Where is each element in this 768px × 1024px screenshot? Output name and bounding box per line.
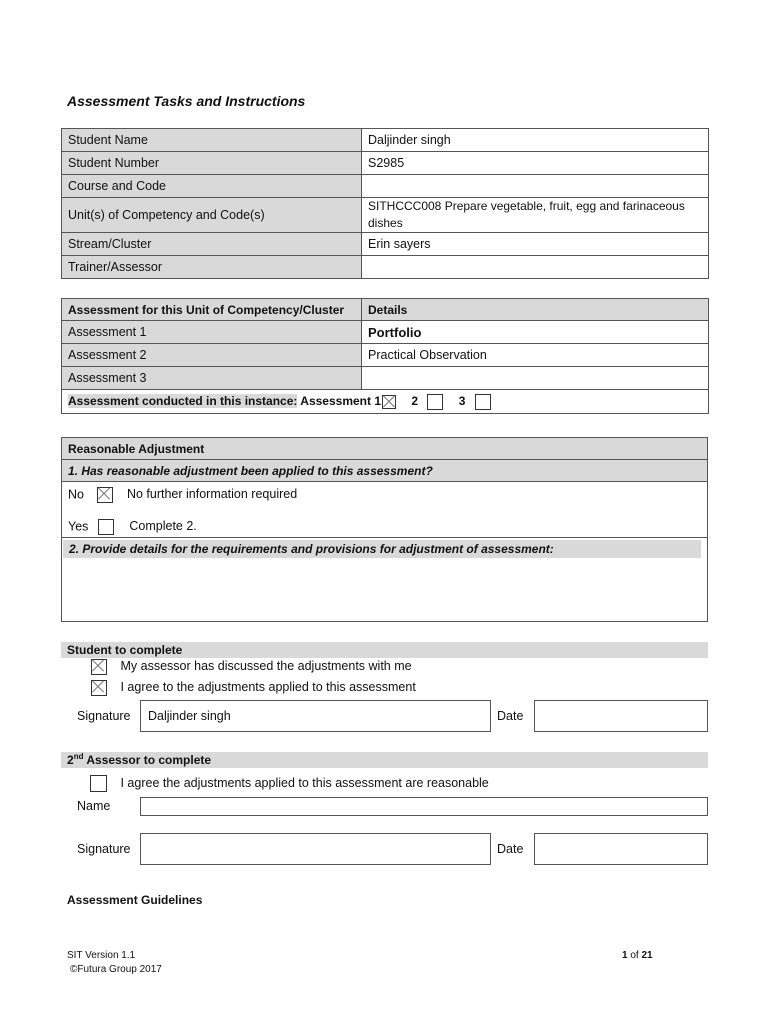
- assessment-1-value[interactable]: Portfolio: [362, 321, 709, 344]
- adjustment-details-area[interactable]: [68, 562, 698, 617]
- student-name-value[interactable]: Daljinder singh: [362, 129, 709, 152]
- footer-version: SIT Version 1.1: [67, 950, 136, 961]
- assessor2-header-sup: nd: [73, 752, 84, 761]
- yes-row: [68, 519, 197, 535]
- assessment-header-left: Assessment for this Unit of Competency/Cluster: [62, 299, 362, 321]
- student-check-1-row: [91, 659, 412, 675]
- no-checkbox[interactable]: [97, 487, 113, 503]
- assessment-guidelines-heading: Assessment Guidelines: [67, 893, 203, 907]
- page-current: 1: [622, 950, 628, 961]
- student-section-header: Student to complete: [61, 642, 708, 658]
- question-1: 1. Has reasonable adjustment been applied to this assessment?: [62, 460, 707, 482]
- assessor2-header-rest: Assessor to complete: [83, 753, 212, 767]
- trainer-assessor-value[interactable]: [362, 256, 709, 279]
- assessor2-check-text: I agree the adjustments applied to this assessment are reasonable: [120, 775, 489, 790]
- assessor2-header-num: 2: [67, 753, 74, 767]
- page-title: Assessment Tasks and Instructions: [67, 93, 306, 109]
- assessment-2-label: Assessment 2: [62, 344, 362, 367]
- assessment-2-value[interactable]: Practical Observation: [362, 344, 709, 367]
- student-signature-field[interactable]: Daljinder singh: [140, 700, 491, 732]
- no-text: No further information required: [126, 487, 298, 502]
- assessor2-section-header: [61, 752, 708, 768]
- assessor2-name-field[interactable]: [140, 797, 708, 816]
- student-check-1-box[interactable]: [91, 659, 107, 675]
- trainer-assessor-label: Trainer/Assessor: [62, 256, 362, 279]
- question-2: 2. Provide details for the requirements and provisions for adjustment of assessment:: [63, 540, 701, 558]
- student-check-2-box[interactable]: [91, 680, 107, 696]
- stream-cluster-label: Stream/Cluster: [62, 233, 362, 256]
- option-3-label: 3: [458, 393, 466, 408]
- student-info-table: [61, 128, 709, 279]
- no-label: No: [68, 487, 84, 502]
- student-check-2-text: I agree to the adjustments applied to this assessment: [120, 680, 416, 695]
- assessment-1-checkbox[interactable]: [382, 395, 396, 409]
- student-date-field[interactable]: [534, 700, 708, 732]
- course-code-label: Course and Code: [62, 175, 362, 198]
- assessor2-date-label: Date: [497, 842, 524, 856]
- assessment-3-label: Assessment 3: [62, 367, 362, 390]
- student-name-label: Student Name: [62, 129, 362, 152]
- student-signature-label: Signature: [77, 709, 131, 723]
- assessor2-check-box[interactable]: [90, 775, 107, 792]
- assessment-table: [61, 298, 709, 414]
- footer-copyright: ©Futura Group 2017: [70, 964, 162, 975]
- page-total: 21: [641, 950, 653, 961]
- yes-label: Yes: [68, 519, 89, 534]
- footer-page-number: [622, 950, 653, 961]
- yes-checkbox[interactable]: [98, 519, 114, 535]
- no-row: [68, 487, 297, 503]
- stream-cluster-value[interactable]: Erin sayers: [362, 233, 709, 256]
- page-of: of: [630, 950, 639, 961]
- assessment-header-right: Details: [362, 299, 709, 321]
- student-number-value[interactable]: S2985: [362, 152, 709, 175]
- assessor2-check-row: [90, 775, 489, 792]
- assessment-3-checkbox[interactable]: [475, 394, 491, 410]
- unit-competency-value[interactable]: SITHCCC008 Prepare vegetable, fruit, egg and farinaceous dishes: [362, 198, 709, 233]
- divider: [62, 537, 707, 538]
- reasonable-adjustment-section: [61, 437, 708, 622]
- student-check-1-text: My assessor has discussed the adjustments with me: [120, 659, 412, 674]
- assessor2-name-label: Name: [77, 799, 111, 813]
- unit-competency-label: Unit(s) of Competency and Code(s): [62, 198, 362, 233]
- instance-label: Assessment conducted in this instance:: [68, 393, 298, 408]
- assessor2-date-field[interactable]: [534, 833, 708, 865]
- assessment-1-label: Assessment 1: [62, 321, 362, 344]
- assessment-3-value[interactable]: [362, 367, 709, 390]
- student-number-label: Student Number: [62, 152, 362, 175]
- assessor2-signature-label: Signature: [77, 842, 131, 856]
- student-date-label: Date: [497, 709, 524, 723]
- student-check-2-row: [91, 680, 416, 696]
- assessment-instance-row: [62, 390, 709, 414]
- assessment-2-checkbox[interactable]: [427, 394, 443, 410]
- option-2-label: 2: [411, 393, 419, 408]
- course-code-value[interactable]: [362, 175, 709, 198]
- yes-text: Complete 2.: [129, 519, 197, 534]
- reasonable-adjustment-header: Reasonable Adjustment: [62, 438, 707, 460]
- assessor2-signature-field[interactable]: [140, 833, 491, 865]
- instance-text: Assessment 1: [300, 393, 381, 408]
